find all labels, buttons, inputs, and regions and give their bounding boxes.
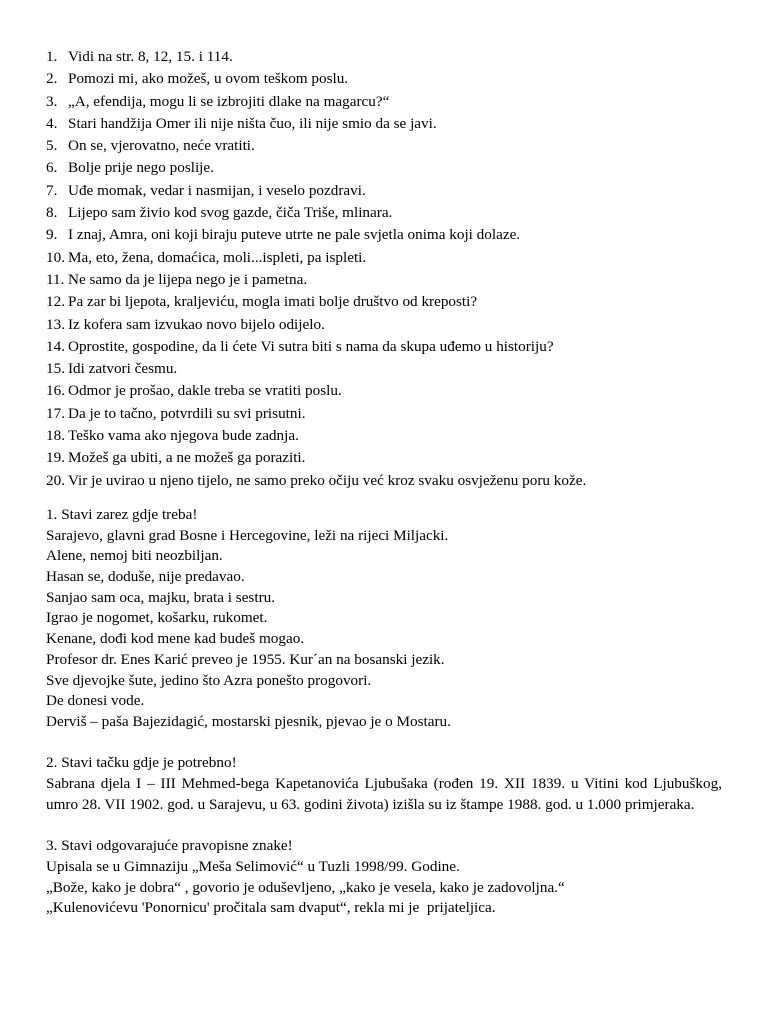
- list-item: 14. Oprostite, gospodine, da li ćete Vi sutra biti s nama da skupa uđemo u historiju?: [46, 337, 554, 355]
- exercise-line: Alene, nemoj biti neozbiljan.: [46, 547, 223, 565]
- list-item: 10. Ma, eto, žena, domaćica, moli...ispleti, pa ispleti.: [46, 248, 367, 266]
- list-item: 13. Iz kofera sam izvukao novo bijelo odijelo.: [46, 315, 325, 333]
- list-item: 19. Možeš ga ubiti, a ne možeš ga poraziti.: [46, 449, 306, 467]
- list-item: 8. Lijepo sam živio kod svog gazde, čiča Triše, mlinara.: [46, 204, 393, 222]
- list-item: 5. On se, vjerovatno, neće vratiti.: [46, 137, 255, 155]
- list-item: 16. Odmor je prošao, dakle treba se vratiti poslu.: [46, 382, 342, 400]
- list-item: 1. Vidi na str. 8, 12, 15. i 114.: [46, 48, 233, 65]
- list-item: 11. Ne samo da je lijepa nego je i pametna.: [46, 270, 308, 288]
- exercise-line: Derviš – paša Bajezidagić, mostarski pjesnik, pjevao je o Mostaru.: [46, 712, 451, 730]
- exercise-line: „Kulenovićevu 'Ponornicu' pročitala sam dvaput“, rekla mi je prijateljica.: [46, 899, 496, 917]
- exercise-2: [46, 753, 722, 815]
- exercise-2-paragraph: Sabrana djela I – III Mehmed-bega Kapetanovića Ljubušaka (rođen 19. XII 1839. u Vitini kod Ljubuškog, umro 28. VII 1902. god. u Sarajevu, u 63. godini života) izišla su iz štampe 1988. god. u 1.000 primjeraka.: [46, 775, 722, 813]
- list-item: 17. Da je to tačno, potvrdili su svi prisutni.: [46, 404, 306, 422]
- exercise-line: Kenane, dođi kod mene kad budeš mogao.: [46, 630, 305, 648]
- list-item: 18. Teško vama ako njegova bude zadnja.: [46, 427, 299, 445]
- list-item: 7. Uđe momak, vedar i nasmijan, i veselo pozdravi.: [46, 181, 366, 199]
- list-item: 6. Bolje prije nego poslije.: [46, 159, 214, 177]
- exercise-line: „Bože, kako je dobra“ , govorio je oduševljeno, „kako je vesela, kako je zadovoljna.“: [46, 878, 565, 896]
- exercise-1: [46, 505, 722, 733]
- list-item: 9. I znaj, Amra, oni koji biraju puteve utrte ne pale svjetla onima koji dolaze.: [46, 226, 521, 244]
- exercise-line: Upisala se u Gimnaziju „Meša Selimović“ u Tuzli 1998/99. Godine.: [46, 857, 460, 875]
- exercise-2-title: 2. Stavi tačku gdje je potrebno!: [46, 754, 237, 772]
- exercise-3-title: 3. Stavi odgovarajuće pravopisne znake!: [46, 837, 293, 855]
- exercise-line: Igrao je nogomet, košarku, rukomet.: [46, 609, 268, 627]
- list-item: 12. Pa zar bi ljepota, kraljeviću, mogla imati bolje društvo od kreposti?: [46, 293, 478, 311]
- spacer: [46, 733, 722, 754]
- exercise-line: Sarajevo, glavni grad Bosne i Hercegovine, leži na rijeci Miljacki.: [46, 526, 449, 544]
- sentence-list: [46, 46, 722, 492]
- exercise-1-title: 1. Stavi zarez gdje treba!: [46, 505, 198, 523]
- list-item: 15. Idi zatvori česmu.: [46, 360, 178, 378]
- exercise-line: De donesi vode.: [46, 692, 145, 710]
- spacer: [46, 815, 722, 836]
- list-item: 20. Vir je uvirao u njeno tijelo, ne samo preko očiju već kroz svaku osvježenu poru kože.: [46, 471, 587, 489]
- exercise-line: Sanjao sam oca, majku, brata i sestru.: [46, 588, 276, 606]
- exercise-line: Profesor dr. Enes Karić preveo je 1955. Kur´an na bosanski jezik.: [46, 650, 445, 668]
- list-item: 4. Stari handžija Omer ili nije ništa čuo, ili nije smio da se javi.: [46, 114, 437, 132]
- exercise-line: Sve djevojke šute, jedino što Azra ponešto progovori.: [46, 671, 372, 689]
- list-item: 2. Pomozi mi, ako možeš, u ovom teškom poslu.: [46, 70, 349, 88]
- exercise-3: [46, 836, 722, 919]
- list-item: 3. „A, efendija, mogu li se izbrojiti dlake na magarcu?“: [46, 92, 390, 110]
- exercise-line: Hasan se, doduše, nije predavao.: [46, 568, 245, 586]
- document-page: [46, 46, 722, 919]
